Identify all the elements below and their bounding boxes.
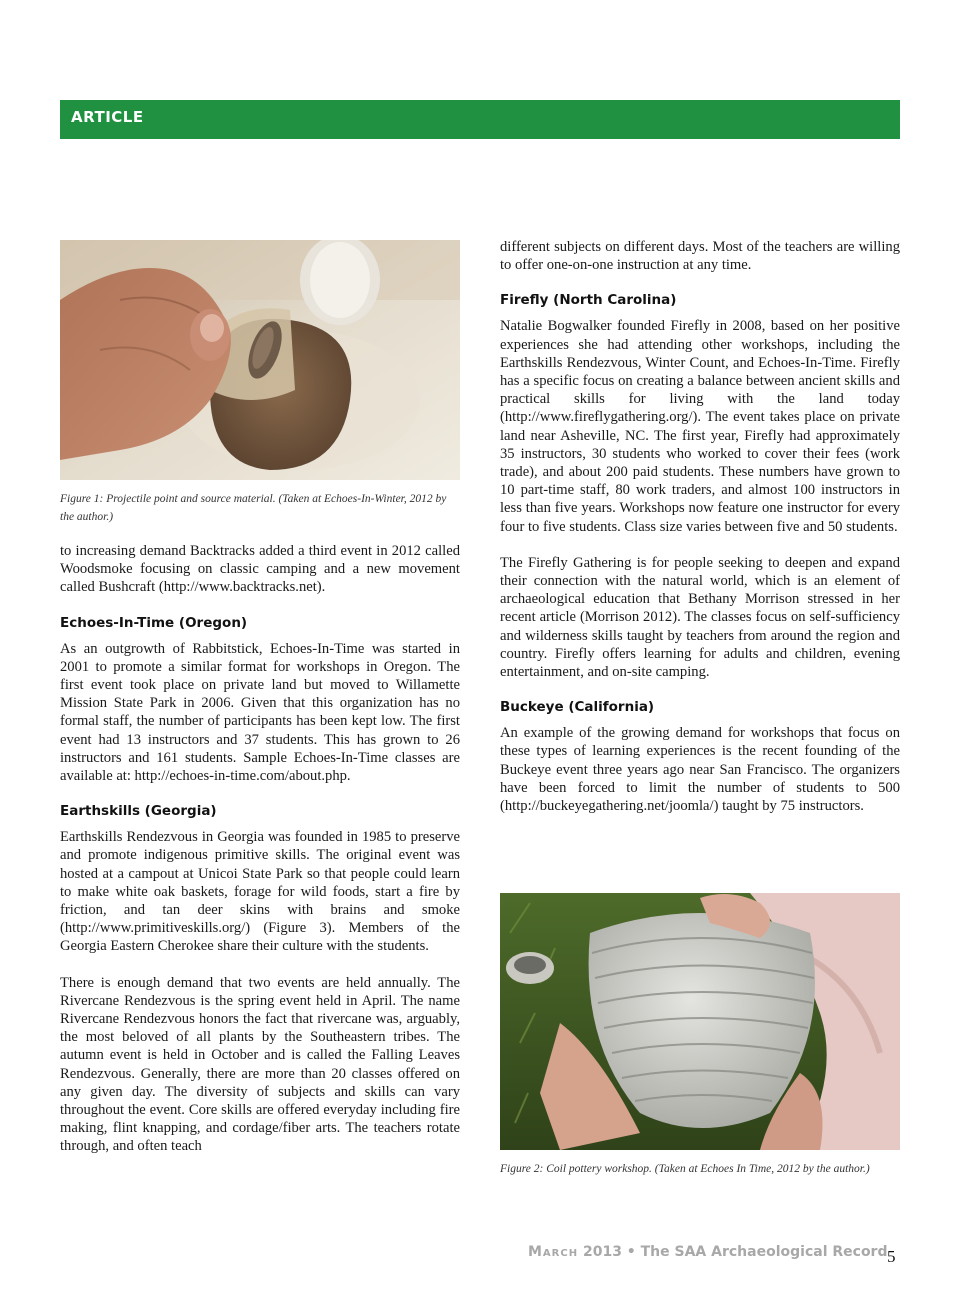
- figure-2-photo: [500, 893, 900, 1150]
- coil-pottery-image: [500, 893, 900, 1150]
- section-label: ARTICLE: [71, 108, 144, 126]
- heading-echoes-in-time: Echoes-In-Time (Oregon): [60, 614, 248, 631]
- running-footer: [528, 1244, 887, 1260]
- figure-2: [500, 893, 900, 1194]
- projectile-point-image: [60, 240, 460, 480]
- heading-earthskills: Earthskills (Georgia): [60, 803, 217, 820]
- figure-2-caption: Figure 2: Coil pottery workshop. (Taken at Echoes In Time, 2012 by the author.): [500, 1163, 870, 1175]
- paragraph: There is enough demand that two events are held annually. The Rivercane Rendezvous is the spring event held in April. The name Rivercane Rendezvous honors the fact that rivercane was, arguably, the most beloved of all plants by the Southeastern tribes. The autumn event is held in October and is called the Falling Leaves Rendezvous. Generally, there are more than 20 classes offered on any given day. The diversity of subjects and skills can vary throughout the event. Core skills are offered everyday including fire making, flint knapping, and cordage/fiber arts. The teachers rotate through, and often teach: [60, 974, 460, 1155]
- heading-buckeye: Buckeye (California): [500, 699, 655, 716]
- footer-journal: 2013 • The SAA Archaeological Record: [582, 1244, 888, 1260]
- left-column: [60, 240, 460, 1174]
- footer-month: March: [528, 1244, 579, 1260]
- paragraph: Earthskills Rendezvous in Georgia was founded in 1985 to preserve and promote indigenous primitive skills. The original event was hosted at a campout at Unicoi State Park so that people could learn to make white oak baskets, forage for wild foods, start a fire by friction, and tan deer skins with brains and smoke (http://www.primitiveskills.org/) (Figure 3). Members of the Georgia Eastern Cherokee share their culture with the students.: [60, 829, 460, 955]
- figure-1-caption: Figure 1: Projectile point and source material. (Taken at Echoes-In-Winter, 2012 by the author.): [60, 493, 447, 523]
- paragraph: The Firefly Gathering is for people seeking to deepen and expand their connection with the natural world, which is an element of archaeological education that Bethany Morrison stressed in her recent article (Morrison 2012). The classes focus on self-sufficiency and wilderness skills taught by teachers from around the region and country. Firefly offers learning for adults and children, evening entertainment, and on-site camping.: [500, 554, 900, 681]
- page-number: 5: [887, 1247, 896, 1266]
- heading-firefly: Firefly (North Carolina): [500, 292, 677, 309]
- section-banner: [60, 100, 900, 139]
- paragraph: An example of the growing demand for workshops that focus on these types of learning experiences is the recent founding of the Buckeye event three years ago near San Francisco. The organizers have been forced to limit the number of students to 500 (http://buckeyegathering.net/joomla/) taught by 75 instructors.: [500, 725, 900, 815]
- paragraph: different subjects on different days. Most of the teachers are willing to offer one-on-one instruction at any time.: [500, 239, 900, 274]
- paragraph: As an outgrowth of Rabbitstick, Echoes-In-Time was started in 2001 to promote a similar format for workshops in Oregon. The first event took place on private land but moved to Willamette Mission State Park in 2006. Given that this organization has no formal staff, the number of participants has been kept low. The first event had 13 instructors and 37 students. This has grown to 26 instructors and 161 students. Sample Echoes-In-Time classes are available at: http://echoes-in-time.com/about.php.: [60, 640, 460, 785]
- paragraph: Natalie Bogwalker founded Firefly in 2008, based on her positive experiences she had attending other workshops, including the Earthskills Rendezvous, Winter Count, and Echoes-In-Time. Firefly has a specific focus on creating a balance between ancient skills and practical skills for living with the land today (http://www.fireflygathering.org/). The event takes place on private land near Asheville, NC. The first year, Firefly had approximately 35 instructors, 30 students who worked to cover their fees (work trade), and about 200 paid students. These numbers have grown to 10 part-time staff, 80 work traders, and almost 100 instructors in less than five years. Workshops now feature one instructor for every four to five students. Class size varies between five and 50 students.: [500, 318, 900, 535]
- paragraph: to increasing demand Backtracks added a third event in 2012 called Woodsmoke focusing on classic camping and a new movement called Bushcraft (http://www.backtracks.net).: [60, 543, 460, 596]
- figure-1-photo: [60, 240, 460, 480]
- right-column: [500, 238, 900, 833]
